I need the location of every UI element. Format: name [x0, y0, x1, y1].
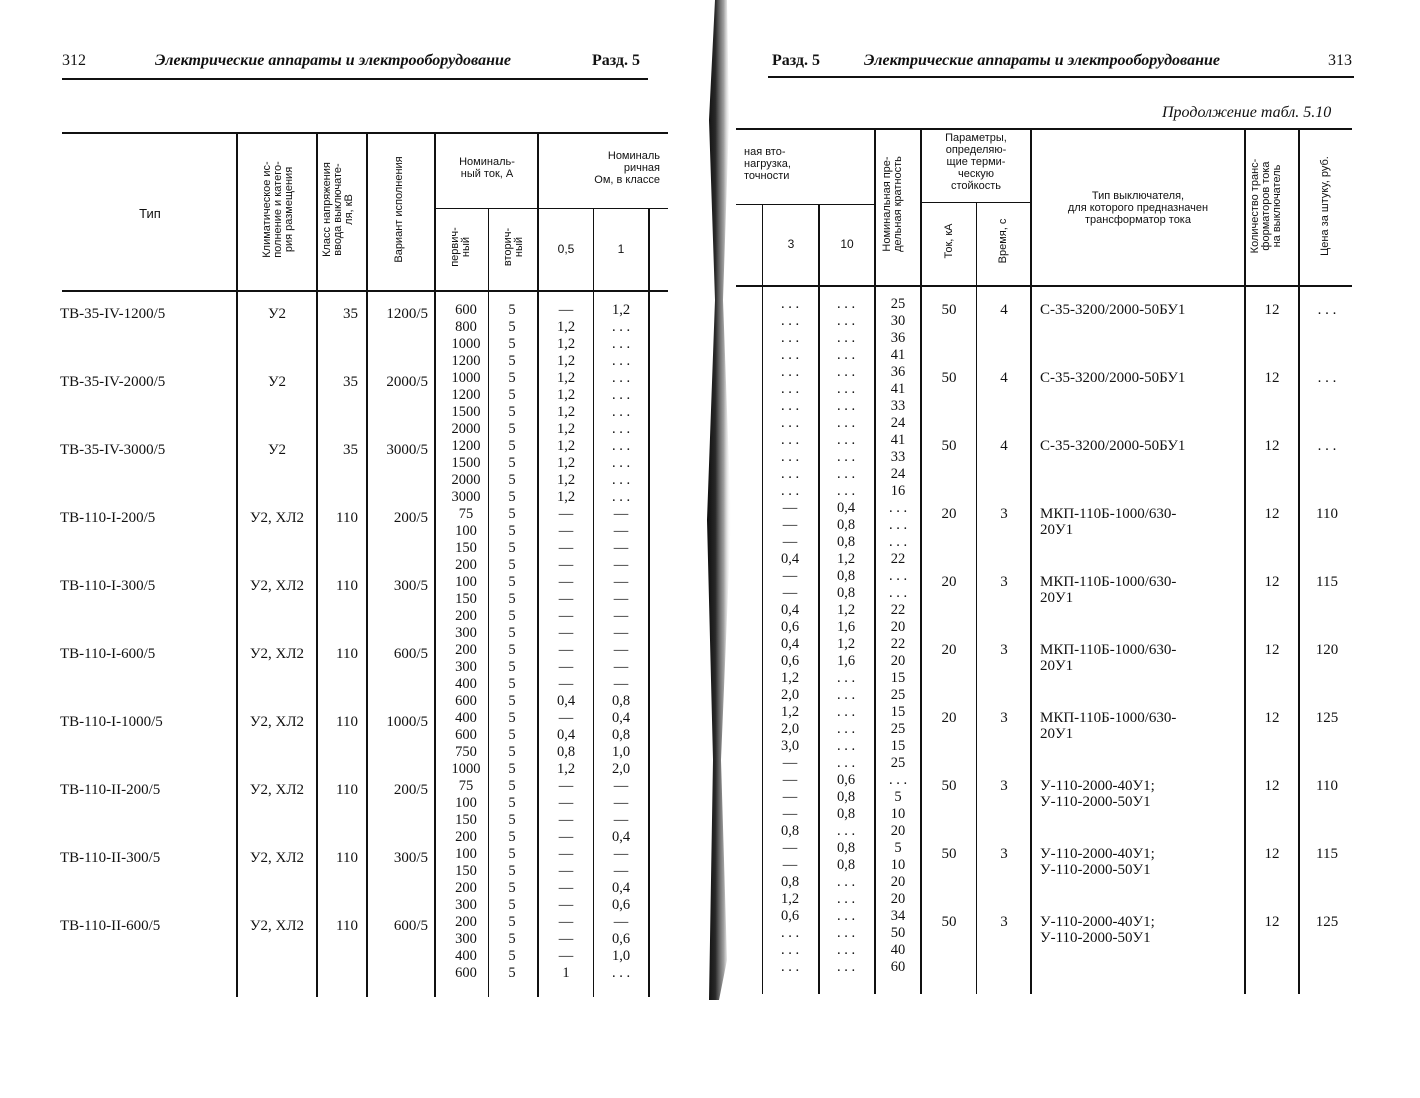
col-divider: [1298, 128, 1300, 994]
header-variant: Вариант исполнения: [393, 156, 405, 263]
row-variant: 600/5: [393, 918, 428, 934]
row-voltage: 110: [336, 646, 358, 662]
row-variant: 200/5: [393, 510, 428, 526]
row-current-ka: 50: [941, 438, 957, 454]
row-time-s: 3: [1000, 574, 1008, 590]
header-class-10: 10: [840, 237, 854, 251]
row-climate: У2, ХЛ2: [249, 782, 305, 798]
row-count: 12: [1264, 370, 1280, 386]
col-divider: [976, 202, 977, 994]
row-type: ТВ-110-I-1000/5: [60, 714, 163, 730]
col-divider: [366, 132, 368, 997]
header-class-05: 0,5: [557, 242, 575, 256]
header-breaker-type: Тип выключателя, для которого предназначен трансформатор тока: [1067, 190, 1209, 226]
row-price: . . .: [1317, 370, 1337, 386]
col-divider: [920, 128, 922, 994]
page-number: 312: [62, 52, 86, 69]
row-price: 125: [1315, 710, 1339, 726]
row-count: 12: [1264, 846, 1280, 862]
row-voltage: 110: [336, 714, 358, 730]
row-time-s: 3: [1000, 506, 1008, 522]
header-nominal-current: Номиналь- ный ток, А: [459, 156, 515, 180]
row-count: 12: [1264, 642, 1280, 658]
row-type: ТВ-110-I-600/5: [60, 646, 156, 662]
subheader-rule: [736, 204, 876, 205]
row-current-ka: 50: [941, 302, 957, 318]
row-time-s: 4: [1000, 438, 1008, 454]
row-voltage: 35: [343, 306, 358, 322]
multiplicity-column: 25 30 36 41 36 41 33 24 41 33 24 16 . . . . . . . . . 22 . . . . . . 22 20 22 20 15 25 15 25 15 25 . . . 5 10 20 5 10 20 20 34 50 40 60: [888, 296, 908, 975]
continuation-label: Продолжение табл. 5.10: [1162, 104, 1332, 121]
row-breaker-type: У-110-2000-40У1; У-110-2000-50У1: [1040, 778, 1155, 810]
header-class-1: 1: [617, 242, 625, 256]
row-price: . . .: [1317, 302, 1337, 318]
header-rule: [62, 78, 648, 80]
col-divider: [648, 208, 650, 997]
row-type: ТВ-110-I-300/5: [60, 578, 156, 594]
row-breaker-type: С-35-3200/2000-50БУ1: [1040, 370, 1186, 386]
class-05-column: — 1,2 1,2 1,2 1,2 1,2 1,2 1,2 1,2 1,2 1,2 1,2 — — — — — — — — — — — 0,4 — 0,4 0,8 1,2 — — — — — — — — — — — 1: [556, 302, 576, 981]
row-climate: У2: [267, 374, 287, 390]
row-variant: 600/5: [393, 646, 428, 662]
header-class-3: 3: [787, 237, 795, 251]
row-current-ka: 50: [941, 846, 957, 862]
header-current-ka: Ток, кА: [943, 223, 955, 259]
col-divider: [316, 132, 318, 997]
row-variant: 1000/5: [386, 714, 428, 730]
row-time-s: 3: [1000, 642, 1008, 658]
row-variant: 200/5: [393, 782, 428, 798]
row-variant: 300/5: [393, 850, 428, 866]
row-climate: У2, ХЛ2: [249, 918, 305, 934]
col-divider: [236, 132, 238, 997]
row-current-ka: 20: [941, 506, 957, 522]
right-page: [700, 0, 1420, 1098]
class-1-column: 1,2 . . . . . . . . . . . . . . . . . . . . . . . . . . . . . . . . . — — — — — — — — — — — 0,8 0,4 0,8 1,0 2,0 — — — 0,4 — — 0,4 0,6 — 0,6 1,0 . . .: [611, 302, 631, 981]
header-climate: Климатическое ис- полнение и катего- рия размещения: [261, 161, 295, 258]
header-multiplicity: Номинальная пре- дельная кратность: [881, 156, 904, 252]
header-price: Цена за штуку, руб.: [1319, 156, 1331, 256]
page-number: 313: [1328, 52, 1352, 69]
header-bottom-rule: [62, 290, 668, 292]
row-voltage: 110: [336, 578, 358, 594]
row-count: 12: [1264, 574, 1280, 590]
row-type: ТВ-35-IV-1200/5: [60, 306, 166, 322]
col-divider: [434, 132, 436, 997]
class-10-column: . . . . . . . . . . . . . . . . . . . . . . . . . . . . . . . . . . . . 0,4 0,8 0,8 1,2 0,8 0,8 1,2 1,6 1,2 1,6 . . . . . . . . . . . . . . . . . . 0,6 0,8 0,8 . . . 0,8 0,8 . . . . . . . . . . . . . . . . . .: [836, 296, 856, 975]
row-breaker-type: МКП-110Б-1000/630- 20У1: [1040, 642, 1177, 674]
row-voltage: 35: [343, 374, 358, 390]
header-nominal-load: Номиналь ричная Ом, в классе: [594, 150, 660, 186]
row-current-ka: 20: [941, 574, 957, 590]
table-top-rule: [736, 128, 1352, 130]
row-variant: 1200/5: [386, 306, 428, 322]
running-title: Электрические аппараты и электрооборудование: [155, 52, 511, 69]
row-current-ka: 50: [941, 370, 957, 386]
row-price: 115: [1316, 574, 1338, 590]
section-label: Разд. 5: [772, 52, 821, 69]
row-type: ТВ-110-II-300/5: [60, 850, 161, 866]
row-count: 12: [1264, 778, 1280, 794]
row-breaker-type: МКП-110Б-1000/630- 20У1: [1040, 506, 1177, 538]
header-rule: [768, 76, 1354, 78]
row-climate: У2, ХЛ2: [249, 578, 305, 594]
header-bottom-rule: [736, 285, 1352, 287]
row-time-s: 3: [1000, 914, 1008, 930]
row-climate: У2, ХЛ2: [249, 850, 305, 866]
col-divider: [1244, 128, 1246, 994]
row-climate: У2, ХЛ2: [249, 646, 305, 662]
row-breaker-type: С-35-3200/2000-50БУ1: [1040, 302, 1186, 318]
row-price: 125: [1315, 914, 1339, 930]
row-count: 12: [1264, 302, 1280, 318]
row-type: ТВ-110-I-200/5: [60, 510, 156, 526]
secondary-current-column: 5 5 5 5 5 5 5 5 5 5 5 5 5 5 5 5 5 5 5 5 5 5 5 5 5 5 5 5 5 5 5 5 5 5 5 5 5 5 5 5: [508, 302, 516, 981]
class-3-column: . . . . . . . . . . . . . . . . . . . . . . . . . . . . . . . . . . . . — — — 0,4 — — 0,4 0,6 0,4 0,6 1,2 2,0 1,2 2,0 3,0 — — — — 0,8 — — 0,8 1,2 0,6 . . . . . . . . .: [780, 296, 800, 975]
header-time-s: Время, с: [997, 218, 1009, 264]
row-climate: У2, ХЛ2: [249, 714, 305, 730]
header-load-continued: ная вто- нагрузка, точности: [744, 146, 791, 182]
row-climate: У2: [267, 442, 287, 458]
row-price: 115: [1316, 846, 1338, 862]
row-count: 12: [1264, 710, 1280, 726]
header-type: Тип: [139, 206, 161, 221]
row-price: . . .: [1317, 438, 1337, 454]
col-divider: [762, 204, 763, 994]
row-breaker-type: МКП-110Б-1000/630- 20У1: [1040, 710, 1177, 742]
row-current-ka: 20: [941, 710, 957, 726]
row-time-s: 3: [1000, 710, 1008, 726]
row-type: ТВ-35-IV-2000/5: [60, 374, 166, 390]
running-title: Электрические аппараты и электрооборудование: [864, 52, 1220, 69]
row-price: 110: [1316, 778, 1338, 794]
row-count: 12: [1264, 914, 1280, 930]
row-type: ТВ-35-IV-3000/5: [60, 442, 166, 458]
row-time-s: 4: [1000, 370, 1008, 386]
row-variant: 3000/5: [386, 442, 428, 458]
row-price: 110: [1316, 506, 1338, 522]
row-time-s: 4: [1000, 302, 1008, 318]
row-breaker-type: МКП-110Б-1000/630- 20У1: [1040, 574, 1177, 606]
header-secondary: вторич- ный: [502, 227, 525, 267]
row-type: ТВ-110-II-600/5: [60, 918, 161, 934]
row-breaker-type: С-35-3200/2000-50БУ1: [1040, 438, 1186, 454]
row-breaker-type: У-110-2000-40У1; У-110-2000-50У1: [1040, 846, 1155, 878]
table-top-rule: [62, 132, 668, 134]
row-voltage: 110: [336, 850, 358, 866]
row-type: ТВ-110-II-200/5: [60, 782, 161, 798]
row-voltage: 110: [336, 782, 358, 798]
row-voltage: 110: [336, 918, 358, 934]
row-count: 12: [1264, 438, 1280, 454]
header-primary: первич- ный: [449, 227, 472, 267]
header-voltage: Класс напряжения ввода выключате- ля, кВ: [321, 162, 355, 257]
col-divider: [1030, 128, 1032, 994]
row-climate: У2, ХЛ2: [249, 510, 305, 526]
row-price: 120: [1315, 642, 1339, 658]
row-variant: 2000/5: [386, 374, 428, 390]
row-count: 12: [1264, 506, 1280, 522]
row-climate: У2: [267, 306, 287, 322]
row-voltage: 35: [343, 442, 358, 458]
section-label: Разд. 5: [592, 52, 641, 69]
row-current-ka: 50: [941, 914, 957, 930]
subheader-rule: [436, 208, 668, 209]
row-time-s: 3: [1000, 846, 1008, 862]
row-breaker-type: У-110-2000-40У1; У-110-2000-50У1: [1040, 914, 1155, 946]
primary-current-column: 600 800 1000 1200 1000 1200 1500 2000 1200 1500 2000 3000 75 100 150 200 100 150 200 300 200 300 400 600 400 600 750 1000 75 100 150 200 100 150 200 300 200 300 400 600: [451, 302, 481, 981]
header-count: Количество транс- форматоров тока на выключатель: [1249, 158, 1283, 254]
header-thermal-params: Параметры, определяю- щие терми- ческую стойкость: [945, 132, 1007, 192]
row-time-s: 3: [1000, 778, 1008, 794]
left-page: [0, 0, 700, 1098]
col-divider: [537, 132, 539, 997]
col-divider: [593, 208, 594, 997]
row-current-ka: 20: [941, 642, 957, 658]
row-current-ka: 50: [941, 778, 957, 794]
row-voltage: 110: [336, 510, 358, 526]
row-variant: 300/5: [393, 578, 428, 594]
